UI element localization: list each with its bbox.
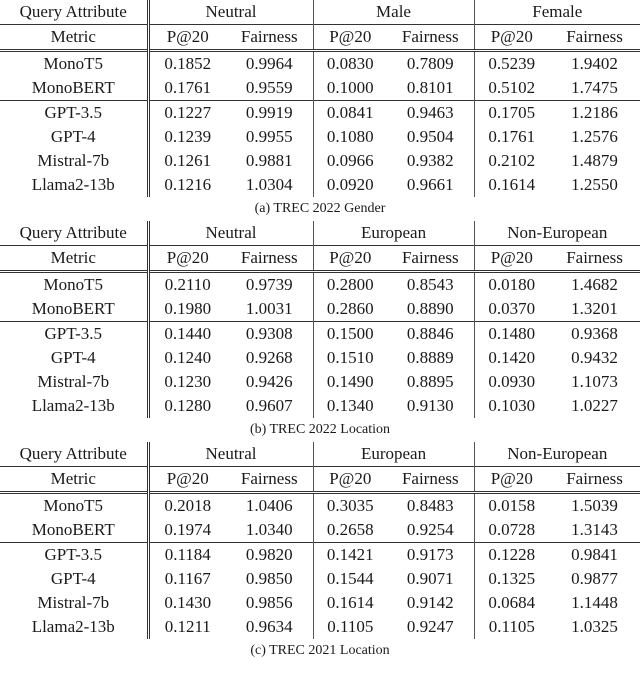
fairness-value: 0.9877	[571, 569, 618, 588]
p20-value: 0.1974	[164, 520, 212, 539]
fairness-value: 0.9463	[387, 101, 474, 126]
fairness-header: Fairness	[387, 246, 474, 272]
fairness-value: 1.1073	[571, 372, 618, 391]
p20-value: 0.1230	[164, 372, 212, 391]
group-header-row	[0, 442, 640, 467]
p20-value: 0.2018	[148, 493, 226, 519]
p20-value: 0.1440	[148, 322, 226, 347]
fairness-value: 0.9919	[226, 101, 313, 126]
p20-header: P@20	[148, 467, 226, 493]
p20-value: 0.1239	[164, 127, 212, 146]
group-header-neutral: Neutral	[148, 442, 313, 467]
p20-value: 0.0920	[326, 175, 374, 194]
p20-value: 0.1421	[313, 543, 387, 568]
fairness-value: 1.2576	[571, 127, 618, 146]
fairness-value: 0.9130	[387, 394, 474, 418]
table-caption: (b) TREC 2022 Location	[249, 422, 391, 437]
p20-value: 0.5239	[474, 51, 549, 77]
p20-header: P@20	[474, 246, 549, 272]
fairness-value: 0.8889	[387, 346, 474, 370]
fairness-value: 0.9881	[226, 149, 313, 173]
table-row	[0, 493, 640, 519]
table-row	[0, 322, 640, 347]
fairness-value: 1.0406	[226, 493, 313, 519]
fairness-header: Fairness	[549, 246, 640, 272]
fairness-value: 0.9634	[226, 615, 313, 639]
p20-value: 0.1280	[164, 396, 212, 415]
p20-value: 0.2102	[488, 151, 536, 170]
table-row	[0, 370, 640, 394]
model-name: GPT-4	[0, 125, 148, 149]
p20-value: 0.1490	[326, 372, 374, 391]
fairness-value: 1.2550	[571, 175, 618, 194]
metric-header-row	[0, 467, 640, 493]
p20-value: 0.1430	[164, 593, 212, 612]
model-name: Mistral-7b	[0, 591, 148, 615]
fairness-value: 0.8890	[387, 297, 474, 322]
p20-value: 0.0158	[474, 493, 549, 519]
fairness-value: 0.8483	[387, 493, 474, 519]
p20-value: 0.1510	[326, 348, 374, 367]
p20-header: P@20	[474, 467, 549, 493]
fairness-value: 0.9850	[226, 567, 313, 591]
p20-value: 0.0930	[488, 372, 536, 391]
fairness-value: 1.5039	[549, 493, 640, 519]
fairness-value: 0.9955	[226, 125, 313, 149]
fairness-value: 0.8895	[387, 370, 474, 394]
fairness-value: 0.9964	[226, 51, 313, 77]
model-name: MonoBERT	[0, 518, 148, 543]
fairness-value: 0.9739	[226, 272, 313, 298]
model-name: MonoT5	[0, 272, 148, 298]
metric-label: Metric	[0, 467, 148, 493]
results-table	[0, 442, 640, 639]
table-caption: (a) TREC 2022 Gender	[254, 201, 386, 216]
p20-value: 0.0728	[488, 520, 536, 539]
group-header-second: European	[313, 221, 474, 246]
p20-value: 0.1227	[148, 101, 226, 126]
fairness-value: 0.9382	[387, 149, 474, 173]
fairness-value: 0.8101	[387, 76, 474, 101]
p20-header: P@20	[313, 246, 387, 272]
table-row	[0, 591, 640, 615]
fairness-value: 0.9368	[549, 322, 640, 347]
table-row	[0, 125, 640, 149]
p20-value: 0.1761	[164, 78, 212, 97]
fairness-value: 0.9432	[571, 348, 618, 367]
fairness-header: Fairness	[549, 25, 640, 51]
fairness-value: 0.9841	[549, 543, 640, 568]
metric-label: Metric	[0, 246, 148, 272]
group-header-row	[0, 221, 640, 246]
fairness-value: 0.9426	[226, 370, 313, 394]
query-attribute-label: Query Attribute	[0, 221, 148, 246]
model-name: Llama2-13b	[0, 615, 148, 639]
fairness-value: 1.0340	[226, 518, 313, 543]
p20-value: 0.1705	[474, 101, 549, 126]
table-row	[0, 149, 640, 173]
fairness-value: 1.0227	[571, 396, 618, 415]
fairness-header: Fairness	[387, 25, 474, 51]
p20-value: 0.1105	[327, 617, 374, 636]
group-header-neutral: Neutral	[148, 0, 313, 25]
p20-value: 0.1420	[488, 348, 536, 367]
p20-value: 0.0180	[474, 272, 549, 298]
fairness-value: 0.9504	[387, 125, 474, 149]
group-header-second: European	[313, 442, 474, 467]
query-attribute-label: Query Attribute	[0, 442, 148, 467]
metric-label: Metric	[0, 25, 148, 51]
p20-header: P@20	[474, 25, 549, 51]
fairness-header: Fairness	[549, 467, 640, 493]
fairness-value: 0.9856	[226, 591, 313, 615]
results-table	[0, 221, 640, 418]
p20-value: 0.1325	[488, 569, 536, 588]
p20-header: P@20	[148, 25, 226, 51]
p20-value: 0.1614	[488, 175, 536, 194]
p20-value: 0.2860	[326, 299, 374, 318]
model-name: GPT-3.5	[0, 322, 148, 347]
fairness-header: Fairness	[226, 246, 313, 272]
results-table-block	[0, 0, 640, 221]
fairness-value: 0.7809	[387, 51, 474, 77]
model-name: GPT-3.5	[0, 101, 148, 126]
model-name: GPT-3.5	[0, 543, 148, 568]
p20-header: P@20	[313, 467, 387, 493]
metric-header-row	[0, 246, 640, 272]
model-name: Llama2-13b	[0, 173, 148, 197]
p20-value: 0.1216	[164, 175, 212, 194]
p20-value: 0.1228	[474, 543, 549, 568]
model-name: Llama2-13b	[0, 394, 148, 418]
p20-value: 0.1080	[326, 127, 374, 146]
p20-value: 0.1852	[148, 51, 226, 77]
model-name: MonoT5	[0, 51, 148, 77]
fairness-value: 1.7475	[571, 78, 618, 97]
fairness-value: 0.9173	[387, 543, 474, 568]
group-header-row	[0, 0, 640, 25]
model-name: GPT-4	[0, 346, 148, 370]
fairness-value: 1.2186	[549, 101, 640, 126]
fairness-value: 0.8846	[387, 322, 474, 347]
p20-value: 0.1184	[148, 543, 226, 568]
p20-value: 0.1105	[488, 617, 535, 636]
table-row	[0, 101, 640, 126]
table-row	[0, 543, 640, 568]
model-name: MonoT5	[0, 493, 148, 519]
model-name: MonoBERT	[0, 76, 148, 101]
fairness-value: 1.0031	[226, 297, 313, 322]
results-table-block	[0, 442, 640, 663]
p20-value: 0.1480	[474, 322, 549, 347]
fairness-value: 1.0304	[226, 173, 313, 197]
p20-value: 0.1980	[164, 299, 212, 318]
fairness-value: 1.4879	[571, 151, 618, 170]
p20-value: 0.1167	[164, 569, 211, 588]
model-name: Mistral-7b	[0, 370, 148, 394]
p20-value: 0.5102	[488, 78, 536, 97]
fairness-value: 0.9820	[226, 543, 313, 568]
fairness-value: 0.9071	[387, 567, 474, 591]
table-row	[0, 272, 640, 298]
fairness-value: 0.9661	[387, 173, 474, 197]
fairness-value: 0.9268	[226, 346, 313, 370]
fairness-value: 0.9559	[226, 76, 313, 101]
fairness-value: 1.3143	[571, 520, 618, 539]
group-header-second: Male	[313, 0, 474, 25]
fairness-value: 0.9308	[226, 322, 313, 347]
group-header-neutral: Neutral	[148, 221, 313, 246]
p20-value: 0.1500	[313, 322, 387, 347]
p20-value: 0.1240	[164, 348, 212, 367]
table-row	[0, 297, 640, 322]
table-caption: (c) TREC 2021 Location	[250, 643, 390, 658]
p20-header: P@20	[148, 246, 226, 272]
table-row	[0, 394, 640, 418]
p20-value: 0.1261	[164, 151, 212, 170]
p20-value: 0.1340	[326, 396, 374, 415]
p20-value: 0.1614	[326, 593, 374, 612]
table-row	[0, 346, 640, 370]
results-table	[0, 0, 640, 197]
fairness-value: 1.9402	[549, 51, 640, 77]
table-row	[0, 567, 640, 591]
p20-value: 0.3035	[313, 493, 387, 519]
table-row	[0, 76, 640, 101]
fairness-value: 0.9142	[387, 591, 474, 615]
table-row	[0, 518, 640, 543]
fairness-header: Fairness	[226, 25, 313, 51]
table-row	[0, 51, 640, 77]
model-name: MonoBERT	[0, 297, 148, 322]
p20-value: 0.0966	[326, 151, 374, 170]
p20-value: 0.1761	[488, 127, 536, 146]
table-row	[0, 173, 640, 197]
p20-value: 0.1000	[326, 78, 374, 97]
results-table-block	[0, 221, 640, 442]
fairness-value: 1.4682	[549, 272, 640, 298]
p20-value: 0.1211	[164, 617, 211, 636]
group-header-third: Non-European	[507, 444, 608, 463]
fairness-value: 1.0325	[571, 617, 618, 636]
p20-value: 0.2658	[326, 520, 374, 539]
fairness-value: 0.9254	[387, 518, 474, 543]
fairness-value: 0.8543	[387, 272, 474, 298]
fairness-header: Fairness	[387, 467, 474, 493]
model-name: Mistral-7b	[0, 149, 148, 173]
query-attribute-label: Query Attribute	[0, 0, 148, 25]
metric-header-row	[0, 25, 640, 51]
model-name: GPT-4	[0, 567, 148, 591]
p20-value: 0.0841	[313, 101, 387, 126]
p20-value: 0.0684	[488, 593, 536, 612]
table-row	[0, 615, 640, 639]
p20-value: 0.2800	[313, 272, 387, 298]
p20-value: 0.0830	[313, 51, 387, 77]
p20-header: P@20	[313, 25, 387, 51]
p20-value: 0.1544	[326, 569, 374, 588]
fairness-header: Fairness	[226, 467, 313, 493]
fairness-value: 1.1448	[571, 593, 618, 612]
fairness-value: 0.9607	[226, 394, 313, 418]
group-header-third: Female	[532, 2, 583, 21]
p20-value: 0.1030	[488, 396, 536, 415]
group-header-third: Non-European	[507, 223, 608, 242]
p20-value: 0.2110	[148, 272, 226, 298]
p20-value: 0.0370	[488, 299, 536, 318]
fairness-value: 1.3201	[571, 299, 618, 318]
fairness-value: 0.9247	[387, 615, 474, 639]
